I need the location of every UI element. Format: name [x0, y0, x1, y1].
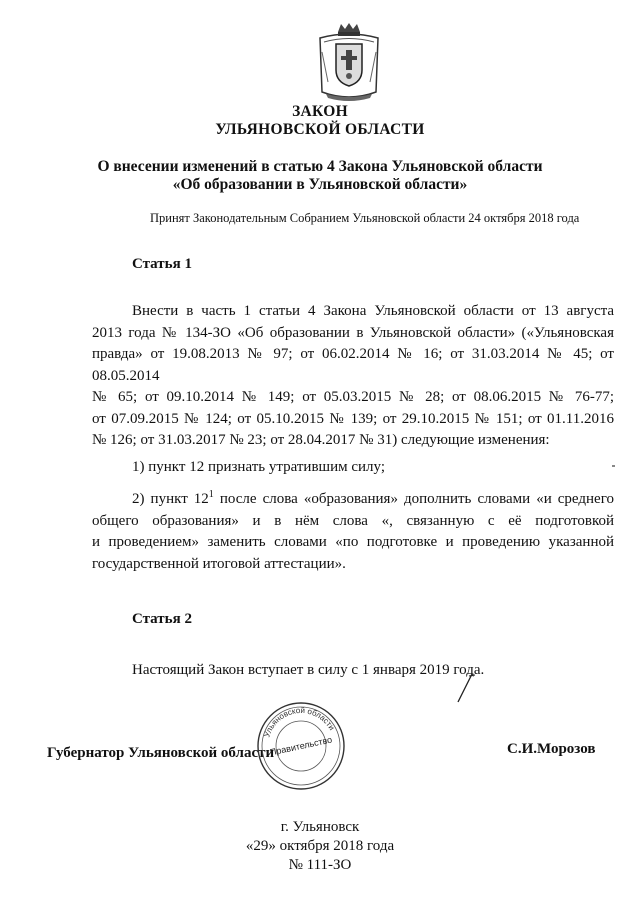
law-word: ЗАКОН	[292, 103, 348, 120]
article-1-line: от 07.09.2015 № 124; от 05.10.2015 № 139; от 29.10.2015 № 151; от 01.11.2016	[92, 410, 614, 427]
article-2-body: Настоящий Закон вступает в силу с 1 января 2019 года.	[132, 662, 485, 678]
adoption-note: Принят Законодательным Собранием Ульяновской области 24 октября 2018 года	[150, 211, 580, 225]
stamp-ring-text: Ульяновской области	[262, 705, 337, 739]
list-item-2-line-1	[92, 484, 614, 511]
article-1-line: правда» от 19.08.2013 № 97; от 06.02.2014 № 16; от 31.03.2014 № 45; от 08.05.2014	[92, 346, 614, 384]
governor-position: Губернатор Ульяновской области	[47, 745, 275, 761]
scan-speck	[612, 465, 615, 467]
signing-city: г. Ульяновск	[280, 819, 360, 835]
article-1-line: Внести в часть 1 статьи 4 Закона Ульяновской области от 13 августа	[132, 303, 614, 319]
list-item-2-line: и проведением» заменить словами «по подготовке и проведению указанной	[92, 534, 614, 550]
document-title-line-1: О внесении изменений в статью 4 Закона Ульяновской области	[97, 158, 543, 175]
list-item-2	[92, 484, 614, 575]
law-number: № 111-ЗО	[288, 857, 352, 873]
signing-details	[0, 818, 640, 875]
signing-date: «29» октября 2018 года	[245, 838, 395, 854]
article-1-heading: Статья 1	[132, 256, 192, 272]
governor-name: С.И.Морозов	[507, 741, 596, 757]
list-item-2-line: государственной итоговой аттестации».	[92, 555, 346, 572]
article-1-line: 2013 года № 134-ЗО «Об образовании в Ульяновской области» («Ульяновская	[92, 324, 614, 341]
coat-of-arms-icon	[316, 22, 382, 102]
item-2-rest: после слова «образования» дополнить словами «и среднего	[213, 491, 614, 507]
law-heading	[0, 103, 640, 139]
list-item-2-line: общего образования» и в нём слова «, связанную с её подготовкой	[92, 512, 614, 529]
stamp-center-text: Правительство	[269, 734, 333, 758]
signature-mark-icon	[452, 672, 478, 704]
document-title-line-2: «Об образовании в Ульяновской области»	[172, 176, 468, 193]
article-1-body	[92, 301, 614, 452]
item-2-superscript: 1	[208, 489, 214, 500]
document-title	[0, 158, 640, 194]
article-1-line: № 126; от 31.03.2017 № 23; от 28.04.2017 № 31) следующие изменения:	[92, 432, 550, 448]
official-stamp-icon	[255, 700, 347, 792]
article-2-heading: Статья 2	[132, 611, 192, 627]
item-2-prefix: 2) пункт 12	[132, 491, 209, 507]
list-item-1: 1) пункт 12 признать утратившим силу;	[132, 459, 386, 475]
region-name: УЛЬЯНОВСКОЙ ОБЛАСТИ	[215, 121, 425, 138]
article-1-line: № 65; от 09.10.2014 № 149; от 05.03.2015 № 28; от 08.06.2015 № 76-77;	[92, 389, 614, 405]
